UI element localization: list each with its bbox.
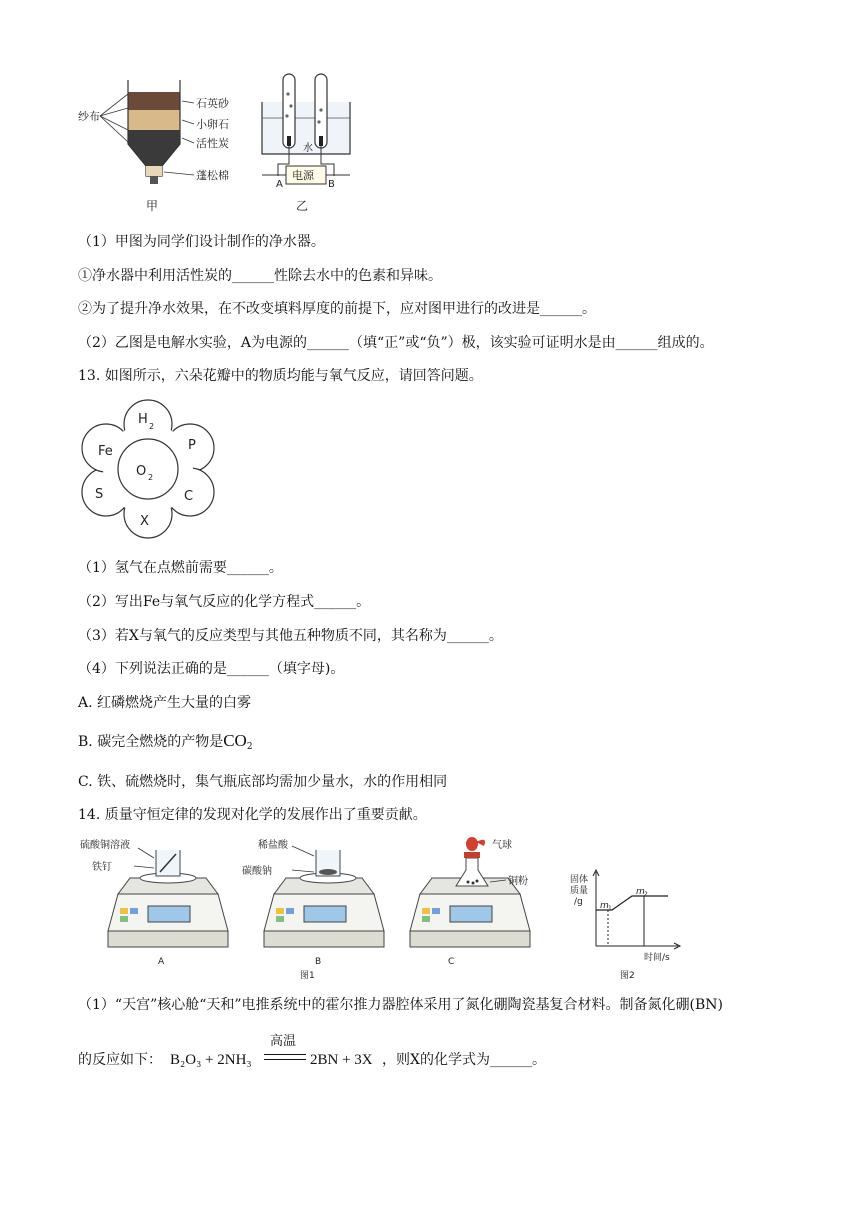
caption-c: C [448,957,455,967]
flower-lower-left: S [95,487,104,502]
flower-top: H [138,412,148,427]
graph-m2-sub: 2 [644,891,648,898]
graph-xlabel: 时间/s [644,953,670,963]
option-b-formula: CO [223,731,247,750]
caption-fig2: 图2 [620,971,635,981]
label-b1: 稀盐酸 [258,840,288,851]
q12-part2: （2）乙图是电解水实验，A为电源的______（填“正”或“负”）极，该实验可证明水是由______组成的。 [78,335,714,351]
figure-jia-yi [78,72,378,222]
q14-eq-right: 2BN + 3X [310,1052,373,1068]
label-water: 水 [303,143,313,154]
label-pebble: 小卵石 [196,118,229,131]
flower-lower-right: C [184,489,194,504]
q14-stem: 14. 质量守恒定律的发现对化学的发展作出了重要贡献。 [78,807,427,823]
q14-eq-left: B₂O₃ + 2NH₃ [170,1052,252,1068]
label-b: B [328,179,335,190]
q14-eq-post: ，则X的化学式为______。 [382,1052,546,1068]
q14-eq-equals [264,1054,306,1060]
graph-ylabel-2: 质量 [570,886,589,896]
q12-sub2: ②为了提升净水效果，在不改变填料厚度的前提下，应对图甲进行的改进是______。 [78,301,596,317]
caption-jia: 甲 [146,199,159,213]
balance-a [80,838,228,967]
q13-part3: （3）若X与氧气的反应类型与其他五种物质不同，其名称为______。 [78,628,503,644]
q12-part1: （1）甲图为同学们设计制作的净水器。 [78,234,325,250]
graph-m1-sub: 1 [608,905,612,912]
q13-part2: （2）写出Fe与氧气反应的化学方程式______。 [78,594,371,610]
q13-option-b [78,731,253,757]
q13-part4: （4）下列说法正确的是______（填字母)。 [78,661,345,677]
q14-eq-cond: 高温 [270,1034,297,1049]
q13-stem: 13. 如图所示，六朵花瓣中的物质均能与氧气反应，请回答问题。 [78,368,483,384]
label-quartz: 石英砂 [196,97,229,110]
label-a2: 铁钉 [92,862,112,873]
flower-upper-left: Fe [98,444,113,459]
q13-option-a: A. 红磷燃烧产生大量的白雾 [78,695,252,711]
flower-top-sub: 2 [149,422,155,431]
graph-m1: m [600,901,609,911]
caption-fig1: 图1 [300,971,315,981]
label-carbon: 活性炭 [196,137,229,150]
flower-center: O [136,464,147,479]
balance-c [410,837,530,967]
flower-diagram [78,398,218,540]
flower-bottom: X [140,514,149,529]
label-a: A [276,179,283,190]
graph-ylabel-1: 固体 [570,875,589,885]
label-c2: 铜粉 [508,876,528,887]
water-purifier-diagram [78,80,230,213]
label-gauze: 纱布 [78,110,100,123]
option-b-text: B. 碳完全燃烧的产物是 [78,734,224,750]
q13-option-c: C. 铁、硫燃烧时，集气瓶底部均需加少量水，水的作用相同 [78,774,448,790]
q12-sub1: ①净水器中利用活性炭的______性除去水中的色素和异味。 [78,268,442,284]
electrolysis-diagram [262,74,350,213]
option-b-formula-sub: 2 [246,742,253,752]
caption-yi: 乙 [296,199,309,213]
caption-a: A [158,957,165,967]
q14-eq-pre: 的反应如下： [78,1052,162,1068]
label-power: 电源 [292,169,314,182]
flower-upper-right: P [188,438,196,453]
q13-part1: （1）氢气在点燃前需要______。 [78,560,283,576]
label-cotton: 蓬松棉 [196,169,229,182]
flower-center-sub: 2 [148,473,154,482]
label-b2: 碳酸钠 [242,866,272,877]
mass-time-graph [570,870,680,981]
label-c1: 气球 [492,840,512,851]
q14-part1-line1: （1）“天宫”核心舱“天和”电推系统中的霍尔推力器腔体采用了氮化硼陶瓷基复合材料。制备氮化硼(BN) [78,997,723,1013]
caption-b: B [315,957,322,967]
figure-balances [78,836,698,984]
balance-b [242,838,384,967]
graph-m2: m [636,887,645,897]
graph-ylabel-3: /g [574,897,583,907]
label-a1: 硫酸铜溶液 [80,840,130,851]
